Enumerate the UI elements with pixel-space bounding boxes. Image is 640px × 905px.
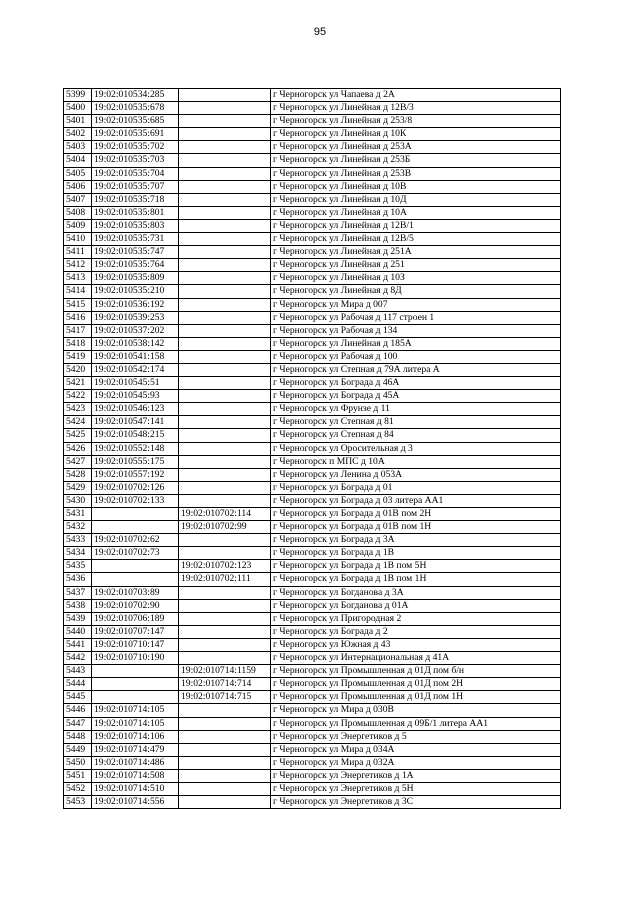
address-cell: г Черногорск ул Богданова д 3А — [271, 586, 561, 599]
address-cell: г Черногорск ул Бограда д 1В — [271, 547, 561, 560]
premises-cadastral-number-cell — [179, 128, 271, 141]
cadastral-number-cell: 19:02:010535:803 — [92, 219, 179, 232]
row-number-cell: 5446 — [64, 704, 92, 717]
cadastral-number-cell: 19:02:010535:685 — [92, 115, 179, 128]
table-row — [64, 625, 561, 638]
row-number-cell: 5440 — [64, 625, 92, 638]
table-row — [64, 128, 561, 141]
table-row — [64, 167, 561, 180]
row-number-cell: 5418 — [64, 337, 92, 350]
cadastral-number-cell: 19:02:010535:718 — [92, 193, 179, 206]
table-row — [64, 743, 561, 756]
premises-cadastral-number-cell: 19:02:010702:114 — [179, 508, 271, 521]
address-cell: г Черногорск ул Энергетиков д 5Н — [271, 782, 561, 795]
table-row — [64, 481, 561, 494]
table-row — [64, 298, 561, 311]
premises-cadastral-number-cell — [179, 233, 271, 246]
premises-cadastral-number-cell — [179, 796, 271, 809]
table-row — [64, 259, 561, 272]
table-row — [64, 193, 561, 206]
cadastral-number-cell: 19:02:010546:123 — [92, 403, 179, 416]
cadastral-number-cell: 19:02:010538:142 — [92, 337, 179, 350]
cadastral-number-cell: 19:02:010535:731 — [92, 233, 179, 246]
row-number-cell: 5426 — [64, 442, 92, 455]
row-number-cell: 5439 — [64, 612, 92, 625]
cadastral-number-cell: 19:02:010548:215 — [92, 429, 179, 442]
premises-cadastral-number-cell: 19:02:010714:1159 — [179, 665, 271, 678]
premises-cadastral-number-cell — [179, 350, 271, 363]
row-number-cell: 5450 — [64, 756, 92, 769]
cadastral-number-cell: 19:02:010710:147 — [92, 638, 179, 651]
cadastral-number-cell — [92, 691, 179, 704]
row-number-cell: 5424 — [64, 416, 92, 429]
cadastral-number-cell: 19:02:010535:809 — [92, 272, 179, 285]
cadastral-number-cell: 19:02:010536:192 — [92, 298, 179, 311]
cadastral-number-cell: 19:02:010707:147 — [92, 625, 179, 638]
address-cell: г Черногорск ул Линейная д 8Д — [271, 285, 561, 298]
table-row — [64, 704, 561, 717]
cadastral-number-cell: 19:02:010714:486 — [92, 756, 179, 769]
cadastral-number-cell: 19:02:010714:106 — [92, 730, 179, 743]
cadastral-number-cell: 19:02:010714:510 — [92, 782, 179, 795]
row-number-cell: 5409 — [64, 219, 92, 232]
row-number-cell: 5432 — [64, 521, 92, 534]
address-cell: г Черногорск ул Бограда д 01В пом 2Н — [271, 508, 561, 521]
address-cell: г Черногорск ул Энергетиков д 3С — [271, 796, 561, 809]
address-cell: г Черногорск ул Линейная д 10З — [271, 272, 561, 285]
row-number-cell: 5410 — [64, 233, 92, 246]
row-number-cell: 5441 — [64, 638, 92, 651]
table-row — [64, 796, 561, 809]
premises-cadastral-number-cell — [179, 481, 271, 494]
row-number-cell: 5428 — [64, 468, 92, 481]
table-row — [64, 115, 561, 128]
address-cell: г Черногорск ул Чапаева д 2А — [271, 89, 561, 102]
row-number-cell: 5422 — [64, 390, 92, 403]
row-number-cell: 5436 — [64, 573, 92, 586]
cadastral-number-cell: 19:02:010702:133 — [92, 494, 179, 507]
cadastral-number-cell — [92, 665, 179, 678]
premises-cadastral-number-cell — [179, 612, 271, 625]
cadastral-number-cell: 19:02:010535:747 — [92, 246, 179, 259]
address-cell: г Черногорск ул Линейная д 12В/3 — [271, 102, 561, 115]
address-cell: г Черногорск ул Бограда д 45А — [271, 390, 561, 403]
cadastral-number-cell — [92, 521, 179, 534]
premises-cadastral-number-cell — [179, 429, 271, 442]
cadastral-number-cell: 19:02:010703:89 — [92, 586, 179, 599]
table-row — [64, 612, 561, 625]
premises-cadastral-number-cell — [179, 756, 271, 769]
address-cell: г Черногорск ул Промышленная д 01Д пом б/н — [271, 665, 561, 678]
table-row — [64, 416, 561, 429]
premises-cadastral-number-cell — [179, 638, 271, 651]
premises-cadastral-number-cell — [179, 534, 271, 547]
table-row — [64, 206, 561, 219]
address-cell: г Черногорск ул Ленина д 053А — [271, 468, 561, 481]
cadastral-number-cell: 19:02:010535:707 — [92, 180, 179, 193]
premises-cadastral-number-cell: 19:02:010702:111 — [179, 573, 271, 586]
premises-cadastral-number-cell — [179, 311, 271, 324]
premises-cadastral-number-cell — [179, 363, 271, 376]
address-cell: г Черногорск ул Мира д 032А — [271, 756, 561, 769]
table-row — [64, 638, 561, 651]
address-cell: г Черногорск ул Линейная д 251А — [271, 246, 561, 259]
premises-cadastral-number-cell — [179, 390, 271, 403]
address-cell: г Черногорск ул Рабочая д 100 — [271, 350, 561, 363]
premises-cadastral-number-cell — [179, 704, 271, 717]
table-row — [64, 769, 561, 782]
row-number-cell: 5413 — [64, 272, 92, 285]
address-cell: г Черногорск ул Мира д 007 — [271, 298, 561, 311]
row-number-cell: 5438 — [64, 599, 92, 612]
table-row — [64, 508, 561, 521]
cadastral-number-cell: 19:02:010545:51 — [92, 377, 179, 390]
address-cell: г Черногорск ул Линейная д 10В — [271, 180, 561, 193]
cadastral-number-cell: 19:02:010714:105 — [92, 704, 179, 717]
row-number-cell: 5429 — [64, 481, 92, 494]
table-row — [64, 468, 561, 481]
row-number-cell: 5437 — [64, 586, 92, 599]
premises-cadastral-number-cell: 19:02:010702:123 — [179, 560, 271, 573]
premises-cadastral-number-cell — [179, 599, 271, 612]
row-number-cell: 5408 — [64, 206, 92, 219]
cadastral-number-cell: 19:02:010537:202 — [92, 324, 179, 337]
cadastral-number-cell: 19:02:010535:678 — [92, 102, 179, 115]
table-row — [64, 665, 561, 678]
address-cell: г Черногорск ул Энергетиков д 1А — [271, 769, 561, 782]
cadastral-number-cell: 19:02:010535:801 — [92, 206, 179, 219]
address-cell: г Черногорск ул Пригородная 2 — [271, 612, 561, 625]
table-row — [64, 390, 561, 403]
cadastral-number-cell: 19:02:010714:508 — [92, 769, 179, 782]
row-number-cell: 5400 — [64, 102, 92, 115]
table-row — [64, 233, 561, 246]
table-row — [64, 429, 561, 442]
premises-cadastral-number-cell — [179, 416, 271, 429]
row-number-cell: 5405 — [64, 167, 92, 180]
premises-cadastral-number-cell — [179, 769, 271, 782]
address-cell: г Черногорск ул Бограда д 1В пом 1Н — [271, 573, 561, 586]
address-cell: г Черногорск ул Мира д 034А — [271, 743, 561, 756]
registry-body — [64, 89, 561, 809]
table-row — [64, 678, 561, 691]
row-number-cell: 5416 — [64, 311, 92, 324]
table-row — [64, 180, 561, 193]
table-row — [64, 102, 561, 115]
address-cell: г Черногорск ул Бограда д 46А — [271, 377, 561, 390]
table-row — [64, 652, 561, 665]
property-registry-table — [63, 88, 561, 809]
row-number-cell: 5404 — [64, 154, 92, 167]
cadastral-number-cell: 19:02:010702:73 — [92, 547, 179, 560]
address-cell: г Черногорск ул Степная д 81 — [271, 416, 561, 429]
row-number-cell: 5411 — [64, 246, 92, 259]
premises-cadastral-number-cell — [179, 625, 271, 638]
premises-cadastral-number-cell — [179, 259, 271, 272]
table-row — [64, 246, 561, 259]
address-cell: г Черногорск ул Линейная д 12В/1 — [271, 219, 561, 232]
cadastral-number-cell: 19:02:010710:190 — [92, 652, 179, 665]
premises-cadastral-number-cell — [179, 337, 271, 350]
row-number-cell: 5434 — [64, 547, 92, 560]
row-number-cell: 5417 — [64, 324, 92, 337]
address-cell: г Черногорск ул Рабочая д 134 — [271, 324, 561, 337]
address-cell: г Черногорск ул Линейная д 10А — [271, 206, 561, 219]
table-row — [64, 154, 561, 167]
table-row — [64, 324, 561, 337]
premises-cadastral-number-cell — [179, 547, 271, 560]
premises-cadastral-number-cell — [179, 652, 271, 665]
cadastral-number-cell: 19:02:010552:148 — [92, 442, 179, 455]
premises-cadastral-number-cell — [179, 782, 271, 795]
premises-cadastral-number-cell — [179, 285, 271, 298]
premises-cadastral-number-cell — [179, 586, 271, 599]
cadastral-number-cell: 19:02:010714:556 — [92, 796, 179, 809]
address-cell: г Черногорск ул Степная д 84 — [271, 429, 561, 442]
table-row — [64, 730, 561, 743]
table-row — [64, 494, 561, 507]
row-number-cell: 5433 — [64, 534, 92, 547]
table-row — [64, 455, 561, 468]
table-row — [64, 141, 561, 154]
cadastral-number-cell: 19:02:010542:174 — [92, 363, 179, 376]
row-number-cell: 5430 — [64, 494, 92, 507]
address-cell: г Черногорск ул Промышленная д 01Д пом 1Н — [271, 691, 561, 704]
premises-cadastral-number-cell — [179, 272, 271, 285]
cadastral-number-cell: 19:02:010534:285 — [92, 89, 179, 102]
address-cell: г Черногорск п МПС д 10А — [271, 455, 561, 468]
table-row — [64, 285, 561, 298]
row-number-cell: 5444 — [64, 678, 92, 691]
cadastral-number-cell: 19:02:010706:189 — [92, 612, 179, 625]
premises-cadastral-number-cell: 19:02:010714:714 — [179, 678, 271, 691]
premises-cadastral-number-cell — [179, 494, 271, 507]
row-number-cell: 5420 — [64, 363, 92, 376]
premises-cadastral-number-cell — [179, 298, 271, 311]
address-cell: г Черногорск ул Богданова д 01А — [271, 599, 561, 612]
row-number-cell: 5448 — [64, 730, 92, 743]
row-number-cell: 5425 — [64, 429, 92, 442]
table-row — [64, 219, 561, 232]
cadastral-number-cell: 19:02:010545:93 — [92, 390, 179, 403]
premises-cadastral-number-cell — [179, 89, 271, 102]
address-cell: г Черногорск ул Бограда д 3А — [271, 534, 561, 547]
row-number-cell: 5423 — [64, 403, 92, 416]
cadastral-number-cell — [92, 560, 179, 573]
address-cell: г Черногорск ул Мира д 030В — [271, 704, 561, 717]
row-number-cell: 5407 — [64, 193, 92, 206]
table-row — [64, 534, 561, 547]
premises-cadastral-number-cell — [179, 743, 271, 756]
premises-cadastral-number-cell — [179, 455, 271, 468]
row-number-cell: 5443 — [64, 665, 92, 678]
cadastral-number-cell: 19:02:010547:141 — [92, 416, 179, 429]
row-number-cell: 5401 — [64, 115, 92, 128]
row-number-cell: 5445 — [64, 691, 92, 704]
premises-cadastral-number-cell — [179, 180, 271, 193]
row-number-cell: 5449 — [64, 743, 92, 756]
row-number-cell: 5427 — [64, 455, 92, 468]
address-cell: г Черногорск ул Линейная д 253/8 — [271, 115, 561, 128]
table-row — [64, 586, 561, 599]
table-row — [64, 350, 561, 363]
table-row — [64, 311, 561, 324]
address-cell: г Черногорск ул Линейная д 251 — [271, 259, 561, 272]
row-number-cell: 5412 — [64, 259, 92, 272]
row-number-cell: 5452 — [64, 782, 92, 795]
address-cell: г Черногорск ул Промышленная д 01Д пом 2Н — [271, 678, 561, 691]
table-row — [64, 560, 561, 573]
address-cell: г Черногорск ул Бограда д 2 — [271, 625, 561, 638]
table-row — [64, 756, 561, 769]
cadastral-number-cell: 19:02:010535:691 — [92, 128, 179, 141]
address-cell: г Черногорск ул Линейная д 253А — [271, 141, 561, 154]
cadastral-number-cell: 19:02:010557:192 — [92, 468, 179, 481]
row-number-cell: 5415 — [64, 298, 92, 311]
address-cell: г Черногорск ул Оросительная д 3 — [271, 442, 561, 455]
premises-cadastral-number-cell — [179, 468, 271, 481]
table-row — [64, 89, 561, 102]
cadastral-number-cell: 19:02:010535:702 — [92, 141, 179, 154]
address-cell: г Черногорск ул Бограда д 01 — [271, 481, 561, 494]
premises-cadastral-number-cell — [179, 377, 271, 390]
premises-cadastral-number-cell: 19:02:010714:715 — [179, 691, 271, 704]
row-number-cell: 5421 — [64, 377, 92, 390]
table-row — [64, 403, 561, 416]
row-number-cell: 5419 — [64, 350, 92, 363]
cadastral-number-cell — [92, 508, 179, 521]
row-number-cell: 5406 — [64, 180, 92, 193]
table-row — [64, 573, 561, 586]
row-number-cell: 5403 — [64, 141, 92, 154]
premises-cadastral-number-cell — [179, 154, 271, 167]
premises-cadastral-number-cell — [179, 115, 271, 128]
table-row — [64, 782, 561, 795]
row-number-cell: 5431 — [64, 508, 92, 521]
cadastral-number-cell — [92, 573, 179, 586]
cadastral-number-cell: 19:02:010702:126 — [92, 481, 179, 494]
address-cell: г Черногорск ул Фрунзе д 11 — [271, 403, 561, 416]
address-cell: г Черногорск ул Бограда д 03 литера АА1 — [271, 494, 561, 507]
address-cell: г Черногорск ул Бограда д 1В пом 5Н — [271, 560, 561, 573]
cadastral-number-cell: 19:02:010535:704 — [92, 167, 179, 180]
row-number-cell: 5402 — [64, 128, 92, 141]
premises-cadastral-number-cell — [179, 442, 271, 455]
address-cell: г Черногорск ул Линейная д 253Б — [271, 154, 561, 167]
cadastral-number-cell: 19:02:010702:90 — [92, 599, 179, 612]
address-cell: г Черногорск ул Южная д 43 — [271, 638, 561, 651]
cadastral-number-cell: 19:02:010535:703 — [92, 154, 179, 167]
premises-cadastral-number-cell — [179, 219, 271, 232]
row-number-cell: 5447 — [64, 717, 92, 730]
address-cell: г Черногорск ул Линейная д 253В — [271, 167, 561, 180]
cadastral-number-cell: 19:02:010714:479 — [92, 743, 179, 756]
table-row — [64, 691, 561, 704]
premises-cadastral-number-cell — [179, 206, 271, 219]
cadastral-number-cell — [92, 678, 179, 691]
address-cell: г Черногорск ул Линейная д 10К — [271, 128, 561, 141]
address-cell: г Черногорск ул Интернациональная д 41А — [271, 652, 561, 665]
premises-cadastral-number-cell — [179, 102, 271, 115]
row-number-cell: 5453 — [64, 796, 92, 809]
premises-cadastral-number-cell — [179, 141, 271, 154]
table-row — [64, 547, 561, 560]
premises-cadastral-number-cell — [179, 403, 271, 416]
table-row — [64, 521, 561, 534]
cadastral-number-cell: 19:02:010702:62 — [92, 534, 179, 547]
premises-cadastral-number-cell — [179, 193, 271, 206]
address-cell: г Черногорск ул Линейная д 10Д — [271, 193, 561, 206]
cadastral-number-cell: 19:02:010535:210 — [92, 285, 179, 298]
table-row — [64, 599, 561, 612]
address-cell: г Черногорск ул Линейная д 12В/5 — [271, 233, 561, 246]
cadastral-number-cell: 19:02:010541:158 — [92, 350, 179, 363]
table-row — [64, 717, 561, 730]
premises-cadastral-number-cell — [179, 324, 271, 337]
table-row — [64, 363, 561, 376]
cadastral-number-cell: 19:02:010535:764 — [92, 259, 179, 272]
premises-cadastral-number-cell — [179, 730, 271, 743]
row-number-cell: 5399 — [64, 89, 92, 102]
table-row — [64, 337, 561, 350]
row-number-cell: 5414 — [64, 285, 92, 298]
cadastral-number-cell: 19:02:010539:253 — [92, 311, 179, 324]
cadastral-number-cell: 19:02:010714:105 — [92, 717, 179, 730]
row-number-cell: 5451 — [64, 769, 92, 782]
address-cell: г Черногорск ул Бограда д 01В пом 1Н — [271, 521, 561, 534]
premises-cadastral-number-cell — [179, 246, 271, 259]
address-cell: г Черногорск ул Линейная д 185А — [271, 337, 561, 350]
premises-cadastral-number-cell — [179, 717, 271, 730]
address-cell: г Черногорск ул Промышленная д 09Б/1 литера АА1 — [271, 717, 561, 730]
table-row — [64, 272, 561, 285]
table-row — [64, 377, 561, 390]
row-number-cell: 5435 — [64, 560, 92, 573]
page-number: 95 — [313, 26, 327, 38]
premises-cadastral-number-cell — [179, 167, 271, 180]
address-cell: г Черногорск ул Степная д 79А литера А — [271, 363, 561, 376]
cadastral-number-cell: 19:02:010555:175 — [92, 455, 179, 468]
address-cell: г Черногорск ул Рабочая д 117 строен 1 — [271, 311, 561, 324]
row-number-cell: 5442 — [64, 652, 92, 665]
table-row — [64, 442, 561, 455]
premises-cadastral-number-cell: 19:02:010702:99 — [179, 521, 271, 534]
address-cell: г Черногорск ул Энергетиков д 5 — [271, 730, 561, 743]
